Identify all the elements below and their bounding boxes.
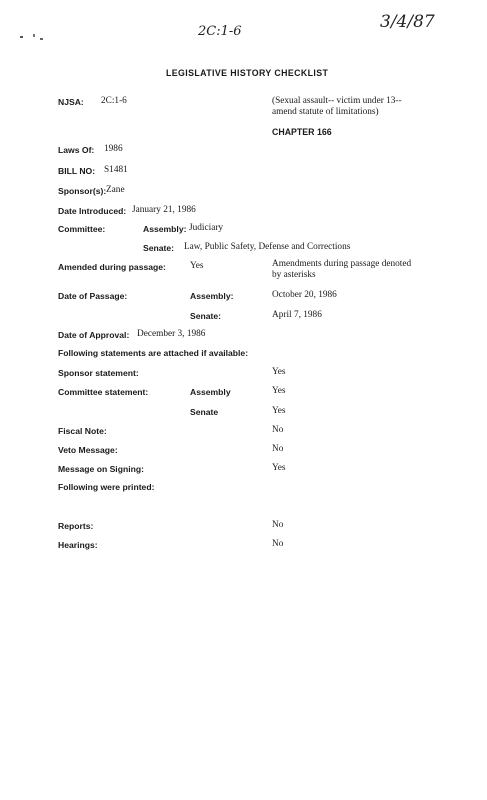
hearings-label: Hearings: bbox=[58, 540, 98, 550]
bill-no-label: BILL NO: bbox=[58, 166, 96, 176]
sponsor-label: Sponsor(s): bbox=[58, 186, 107, 196]
reports-value: No bbox=[272, 520, 284, 530]
sponsor-statement-label: Sponsor statement: bbox=[58, 368, 139, 378]
chapter-label: CHAPTER 166 bbox=[272, 127, 332, 137]
printed-header: Following were printed: bbox=[58, 482, 155, 492]
passage-senate-value: April 7, 1986 bbox=[272, 310, 322, 320]
amended-label: Amended during passage: bbox=[58, 262, 166, 272]
veto-message-value: No bbox=[272, 444, 284, 454]
hearings-value: No bbox=[272, 539, 284, 549]
page-title: LEGISLATIVE HISTORY CHECKLIST bbox=[166, 68, 329, 78]
committee-assembly-label: Assembly: bbox=[143, 224, 187, 234]
date-of-passage-label: Date of Passage: bbox=[58, 291, 128, 301]
committee-senate-label: Senate: bbox=[143, 243, 175, 253]
message-on-signing-value: Yes bbox=[272, 463, 286, 473]
committee-statement-assembly-value: Yes bbox=[272, 386, 286, 396]
fiscal-note-label: Fiscal Note: bbox=[58, 426, 107, 436]
passage-assembly-value: October 20, 1986 bbox=[272, 290, 337, 300]
sponsor-value: Zane bbox=[106, 185, 125, 195]
scan-mark bbox=[40, 38, 43, 40]
amended-note: Amendments during passage denoted by asterisks bbox=[272, 259, 412, 280]
committee-statement-senate-value: Yes bbox=[272, 406, 286, 416]
laws-of-label: Laws Of: bbox=[58, 145, 95, 155]
statements-header: Following statements are attached if available: bbox=[58, 348, 249, 358]
scan-mark bbox=[33, 34, 35, 37]
committee-assembly-value: Judiciary bbox=[189, 223, 224, 233]
bill-no-value: S1481 bbox=[104, 165, 128, 175]
committee-statement-senate-label: Senate bbox=[190, 407, 219, 417]
date-of-approval-value: December 3, 1986 bbox=[137, 329, 206, 339]
committee-statement-label: Committee statement: bbox=[58, 387, 149, 397]
passage-assembly-label: Assembly: bbox=[190, 291, 234, 301]
scan-mark bbox=[20, 36, 23, 38]
njsa-value: 2C:1-6 bbox=[101, 96, 127, 106]
passage-senate-label: Senate: bbox=[190, 311, 222, 321]
handwritten-date: 3/4/87 bbox=[380, 12, 435, 32]
fiscal-note-value: No bbox=[272, 425, 284, 435]
reports-label: Reports: bbox=[58, 521, 94, 531]
date-of-approval-label: Date of Approval: bbox=[58, 330, 130, 340]
message-on-signing-label: Message on Signing: bbox=[58, 464, 144, 474]
njsa-label: NJSA: bbox=[58, 97, 84, 107]
date-introduced-label: Date Introduced: bbox=[58, 206, 127, 216]
laws-of-value: 1986 bbox=[104, 144, 123, 154]
committee-statement-assembly-label: Assembly bbox=[190, 387, 231, 397]
amended-value: Yes bbox=[190, 261, 204, 271]
date-introduced-value: January 21, 1986 bbox=[132, 205, 196, 215]
handwritten-code: 2C:1-6 bbox=[198, 24, 242, 39]
veto-message-label: Veto Message: bbox=[58, 445, 118, 455]
sponsor-statement-value: Yes bbox=[272, 367, 286, 377]
subject-description: (Sexual assault-- victim under 13-- amend statute of limitations) bbox=[272, 96, 402, 117]
committee-label: Committee: bbox=[58, 224, 106, 234]
committee-senate-value: Law, Public Safety, Defense and Corrections bbox=[184, 242, 351, 252]
